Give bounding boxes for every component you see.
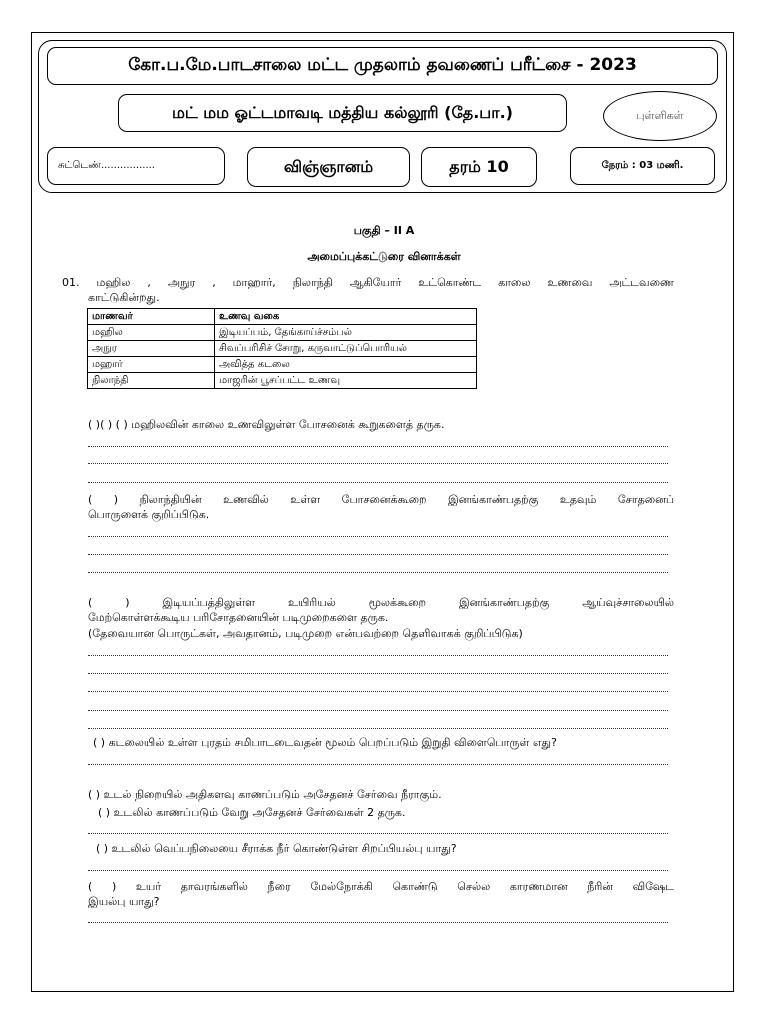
table-cell: மாஜரின் பூசப்பட்ட உணவு <box>215 373 477 389</box>
school-name: மட் மம ஓட்டமாவடி மத்திய கல்லூரி (தே.பா.) <box>118 94 567 132</box>
answer-line[interactable] <box>88 536 668 537</box>
answer-line[interactable] <box>88 463 668 464</box>
section-heading: அமைப்புக்கட்டுரை வினாக்கள் <box>307 250 461 263</box>
marks-box: புள்ளிகள் <box>603 91 717 141</box>
answer-line[interactable] <box>88 833 668 834</box>
table-cell: அவித்த கடலை <box>215 357 477 373</box>
table-cell: நிலாந்தி <box>88 373 215 389</box>
question-1f: ( ) உயர் தாவரங்களில் நீரை மேல்நோக்கி கொண்டு செல்ல காரணமான நீரின் விஷேட <box>88 880 674 893</box>
question-1c-note: (தேவையான பொருட்கள், அவதானம், படிமுறை என்பவற்றை தெளிவாகக் குறிப்பிடுக) <box>88 627 523 640</box>
section-part: பகுதி – II A <box>353 224 415 237</box>
answer-line[interactable] <box>88 554 668 555</box>
table-cell: சிவப்பரிசிச் சோறு, கருவாட்டுப்பொரியல் <box>215 341 477 357</box>
answer-line[interactable] <box>88 673 668 674</box>
table-header-student: மாணவர் <box>88 309 215 325</box>
question-1b-cont: பொருளைக் குறிப்பிடுக. <box>88 508 210 521</box>
table-cell: மஹில <box>88 325 215 341</box>
table-row <box>88 373 477 389</box>
answer-line[interactable] <box>88 710 668 711</box>
table-cell: அநுர <box>88 341 215 357</box>
exam-title: கோ.ப.மே.பாடசாலை மட்ட முதலாம் தவணைப் பரீட்சை - 2023 <box>47 47 718 85</box>
question-1f-cont: இயல்பு யாது? <box>88 895 160 908</box>
answer-line[interactable] <box>88 922 668 923</box>
question-1e: ( ) உடல் நிறையில் அதிகளவு காணப்படும் அசேதனச் சேர்வை நீராகும். <box>88 788 442 801</box>
table-row <box>88 325 477 341</box>
table-header-food: உணவு வகை <box>215 309 477 325</box>
answer-line[interactable] <box>88 446 668 447</box>
answer-line[interactable] <box>88 482 668 483</box>
table-row <box>88 341 477 357</box>
question-1e-i: ( ) உடலில் காணப்படும் வேறு அசேதனச் சேர்வைகள் 2 தருக. <box>98 806 406 819</box>
grade-label: தரம் 10 <box>421 147 537 187</box>
question-1-intro-cont: காட்டுகின்றது. <box>88 291 160 304</box>
question-1d: ( ) கடலையில் உள்ள புரதம் சமிபாடடைவதன் மூலம் பெறப்படும் இறுதி விளைபொருள் எது? <box>93 736 557 749</box>
answer-line[interactable] <box>88 691 668 692</box>
question-1-intro: 01. மஹில , அநுர , மாஹார், நிலாந்தி ஆகியோர் உட்கொண்ட காலை உணவை அட்டவணை <box>62 276 674 289</box>
question-1c-cont: மேற்கொள்ளக்கூடிய பரிசோதனையின் படிமுறைகளை தருக. <box>88 611 389 624</box>
table-cell: இடியப்பம், தேங்காய்ச்சம்பல் <box>215 325 477 341</box>
answer-line[interactable] <box>88 764 668 765</box>
question-1a: ( )( ) ( ) மஹிலவின் காலை உணவிலுள்ள போசனைக் கூறுகளைத் தருக. <box>88 418 445 431</box>
answer-line[interactable] <box>88 728 668 729</box>
breakfast-table <box>87 308 477 389</box>
answer-line[interactable] <box>88 572 668 573</box>
answer-line[interactable] <box>88 870 668 871</box>
question-1e-ii: ( ) உடலில் வெப்பநிலையை சீராக்க நீர் கொண்டுள்ள சிறப்பியல்பு யாது? <box>96 842 457 855</box>
table-header-row <box>88 309 477 325</box>
subject-label: விஞ்ஞானம் <box>247 147 410 187</box>
index-number-field: சுட்டெண்................. <box>47 147 225 185</box>
table-cell: மஹார் <box>88 357 215 373</box>
question-1c: ( ) இடியப்பத்திலுள்ள உயிரியல் மூலக்கூறை இனங்காண்பதற்கு ஆய்வுச்சாலையில் <box>88 596 674 609</box>
table-row <box>88 357 477 373</box>
answer-line[interactable] <box>88 655 668 656</box>
question-1b: ( ) நிலாந்தியின் உணவில் உள்ள போசனைக்கூறை இனங்காண்பதற்கு உதவும் சோதனைப் <box>88 493 674 506</box>
time-label: நேரம் : 03 மணி. <box>570 147 715 185</box>
